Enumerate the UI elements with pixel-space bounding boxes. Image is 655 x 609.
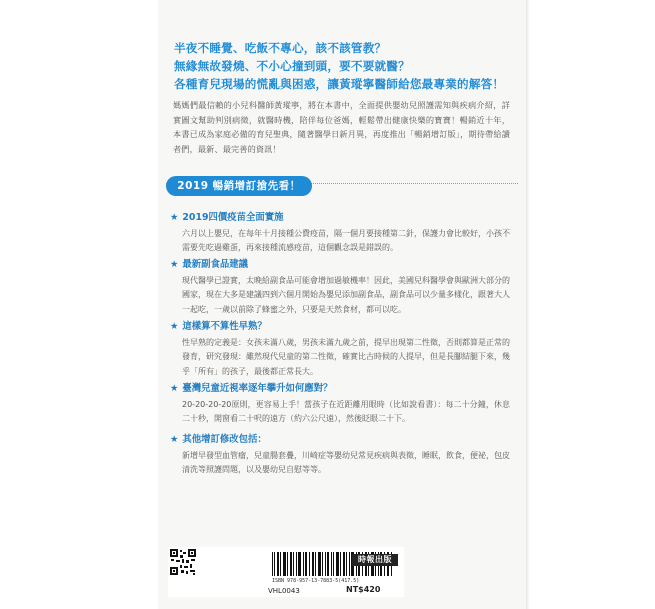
- section-body: 20-20-20-20原則，更容易上手！當孩子在近距離用眼時（比如說看書）：每二十分鐘，休息二十秒，開窗看二十呎的遠方（約六公尺遠），然後眨眼二十下。: [182, 400, 510, 424]
- section-title: [170, 318, 510, 332]
- section-title: [170, 209, 510, 223]
- star-icon: ★: [170, 383, 179, 394]
- section-title-text: 臺灣兒童近視率逐年攀升如何應對？: [182, 383, 333, 394]
- isbn-text: ISBN 978-957-13-7883-5(417.5): [272, 578, 360, 584]
- intro-paragraph: 媽媽們最信賴的小兒科醫師黃瑽寧，將在本書中，全面提供嬰幼兒照護需知與疾病介紹，詳實圖文幫助判別病徵，就醫時機，陪伴每位爸媽，輕鬆帶出健康快樂的寶寶！暢銷近十年，本書已成為家庭必備的育兒聖典，隨著醫學日新月異，再度推出「暢銷增訂版」，期待帶給讀者們，最新、最完善的資訊！: [173, 100, 510, 154]
- star-icon: ★: [170, 212, 179, 223]
- section-title: [170, 256, 510, 270]
- product-code: VHL0043: [268, 587, 300, 595]
- cover-edge: [526, 0, 530, 609]
- section-body: 現代醫學已證實，太晚給副食品可能會增加過敏機率！因此，美國兒科醫學會與歐洲大部分的國家，現在大多是建議四到六個月開始為嬰兒添加副食品，副食品可以少量多樣化，跟著大人一起吃，一歲以前除了蜂蜜之外，只要是天然食材，都可以吃。: [182, 276, 510, 314]
- section-vaccine: [170, 209, 510, 256]
- headline-1: 半夜不睡覺、吃飯不專心，該不該管教？: [174, 41, 387, 55]
- star-icon: ★: [170, 434, 179, 445]
- headline-3: 各種育兒現場的慌亂與困惑，讓黃瑽寧醫師給您最專業的解答！: [174, 77, 505, 91]
- section-body: 六月以上嬰兒，在每年十月接種公費疫苗，隔一個月要接種第二針，保護力會比較好，小孩不需要先吃過雞蛋，再來接種流感疫苗，這個觀念誤是錯誤的。: [182, 229, 510, 253]
- section-title-text: 最新副食品建議: [182, 259, 249, 270]
- headline-2: 無緣無故發燒、不小心撞到頭，要不要就醫？: [174, 59, 410, 73]
- price-label: NT$420: [346, 585, 381, 594]
- section-other-updates: [170, 431, 510, 478]
- updates-banner: 2019 暢銷增訂搶先看！: [166, 176, 312, 196]
- banner-area: [166, 172, 518, 196]
- qr-code-icon: [170, 549, 196, 575]
- section-title: [170, 380, 510, 394]
- section-body: 新增早發型血管瘤，兒童腸套疊，川崎症等嬰幼兒常見疾病與表徵，睡眠，飲食，便祕，包皮清洗等照護問題，以及嬰幼兒自慰等等。: [182, 451, 510, 475]
- section-myopia: [170, 380, 510, 427]
- section-solid-food: [170, 256, 510, 317]
- publisher-logo: 時報出版: [352, 554, 398, 566]
- section-title-text: 2019四價疫苗全面實施: [182, 212, 284, 223]
- section-title: [170, 431, 510, 445]
- section-title-text: 其他增訂修改包括：: [182, 434, 267, 445]
- section-body: 性早熟的定義是：女孩未滿八歲，男孩未滿九歲之前，提早出現第二性徵，否則都算是正常的發育，研究發現：雖然現代兒童的第二性徵，確實比古時候的人提早，但是長腳結腿下來，幾乎「所有」的孩子，最後都正常長大。: [182, 338, 510, 376]
- section-precocious-puberty: [170, 318, 510, 379]
- star-icon: ★: [170, 259, 179, 270]
- star-icon: ★: [170, 321, 179, 332]
- section-title-text: 這樣算不算性早熟？: [182, 321, 267, 332]
